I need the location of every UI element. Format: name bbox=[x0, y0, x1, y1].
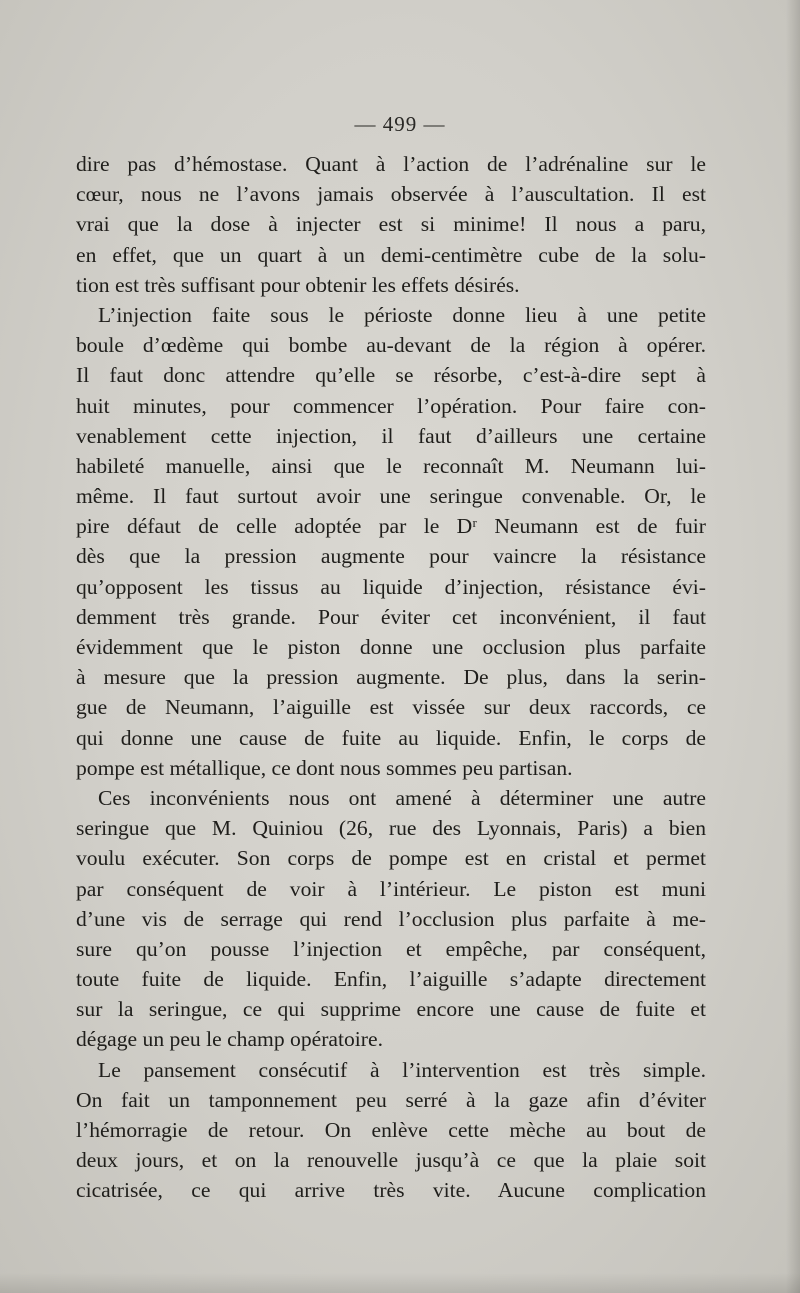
text-line: voulu exécuter. Son corps de pompe est en cristal et permet bbox=[76, 846, 706, 871]
text-line: par conséquent de voir à l’intérieur. Le piston est muni bbox=[76, 876, 706, 901]
page-number: — 499 — bbox=[354, 112, 446, 136]
text-line: d’une vis de serrage qui rend l’occlusion plus parfaite à me- bbox=[76, 906, 706, 931]
page-edge-shadow bbox=[786, 0, 800, 1293]
text-line: qui donne une cause de fuite au liquide. Enfin, le corps de bbox=[76, 725, 706, 750]
text-line: venablement cette injection, il faut d’ailleurs une certaine bbox=[76, 423, 706, 448]
page-bottom-shadow bbox=[0, 1273, 800, 1293]
text-line: Il faut donc attendre qu’elle se résorbe, c’est-à-dire sept à bbox=[76, 363, 706, 388]
text-line: L’injection faite sous le périoste donne lieu à une petite bbox=[98, 302, 706, 327]
text-line: dès que la pression augmente pour vaincre la résistance bbox=[76, 544, 706, 569]
text-line: Ces inconvénients nous ont amené à déterminer une autre bbox=[98, 785, 706, 810]
text-line: pire défaut de celle adoptée par le Dʳ Neumann est de fuir bbox=[76, 514, 706, 539]
text-line: sur la seringue, ce qui supprime encore une cause de fuite et bbox=[76, 997, 706, 1022]
text-line: pompe est métallique, ce dont nous sommes peu partisan. bbox=[76, 755, 573, 780]
text-line: Le pansement consécutif à l’intervention est très simple. bbox=[98, 1057, 706, 1082]
text-line: gue de Neumann, l’aiguille est vissée sur deux raccords, ce bbox=[76, 695, 706, 720]
text-line: évidemment que le piston donne une occlusion plus parfaite bbox=[76, 635, 706, 659]
text-line: demment très grande. Pour éviter cet inconvénient, il faut bbox=[76, 604, 706, 629]
text-line: On fait un tamponnement peu serré à la gaze afin d’éviter bbox=[76, 1087, 706, 1112]
text-line: cicatrisée, ce qui arrive très vite. Aucune complication bbox=[76, 1178, 706, 1203]
text-line: sure qu’on pousse l’injection et empêche, par conséquent, bbox=[76, 936, 706, 961]
text-line: à mesure que la pression augmente. De plus, dans la serin- bbox=[76, 665, 706, 690]
text-line: vrai que la dose à injecter est si minime! Il nous a paru, bbox=[76, 212, 706, 237]
text-line: l’hémorragie de retour. On enlève cette mèche au bout de bbox=[76, 1118, 706, 1142]
text-line: tion est très suffisant pour obtenir les effets désirés. bbox=[76, 272, 520, 297]
text-line: dégage un peu le champ opératoire. bbox=[76, 1027, 383, 1052]
text-line: cœur, nous ne l’avons jamais observée à l’auscultation. Il est bbox=[76, 182, 706, 207]
text-line: en effet, que un quart à un demi-centimètre cube de la solu- bbox=[76, 242, 706, 267]
text-line: deux jours, et on la renouvelle jusqu’à ce que la plaie soit bbox=[76, 1148, 706, 1173]
text-line: huit minutes, pour commencer l’opération. Pour faire con- bbox=[76, 393, 706, 418]
text-line: dire pas d’hémostase. Quant à l’action de l’adrénaline sur le bbox=[76, 152, 706, 176]
body-text bbox=[76, 149, 706, 1206]
text-line: même. Il faut surtout avoir une seringue convenable. Or, le bbox=[76, 484, 706, 509]
text-line: habileté manuelle, ainsi que le reconnaît M. Neumann lui- bbox=[76, 453, 706, 478]
text-line: qu’opposent les tissus au liquide d’injection, résistance évi- bbox=[76, 574, 706, 599]
text-line: toute fuite de liquide. Enfin, l’aiguille s’adapte directement bbox=[76, 967, 706, 992]
text-line: boule d’œdème qui bombe au-devant de la région à opérer. bbox=[76, 333, 706, 358]
text-line: seringue que M. Quiniou (26, rue des Lyonnais, Paris) a bien bbox=[76, 816, 706, 841]
